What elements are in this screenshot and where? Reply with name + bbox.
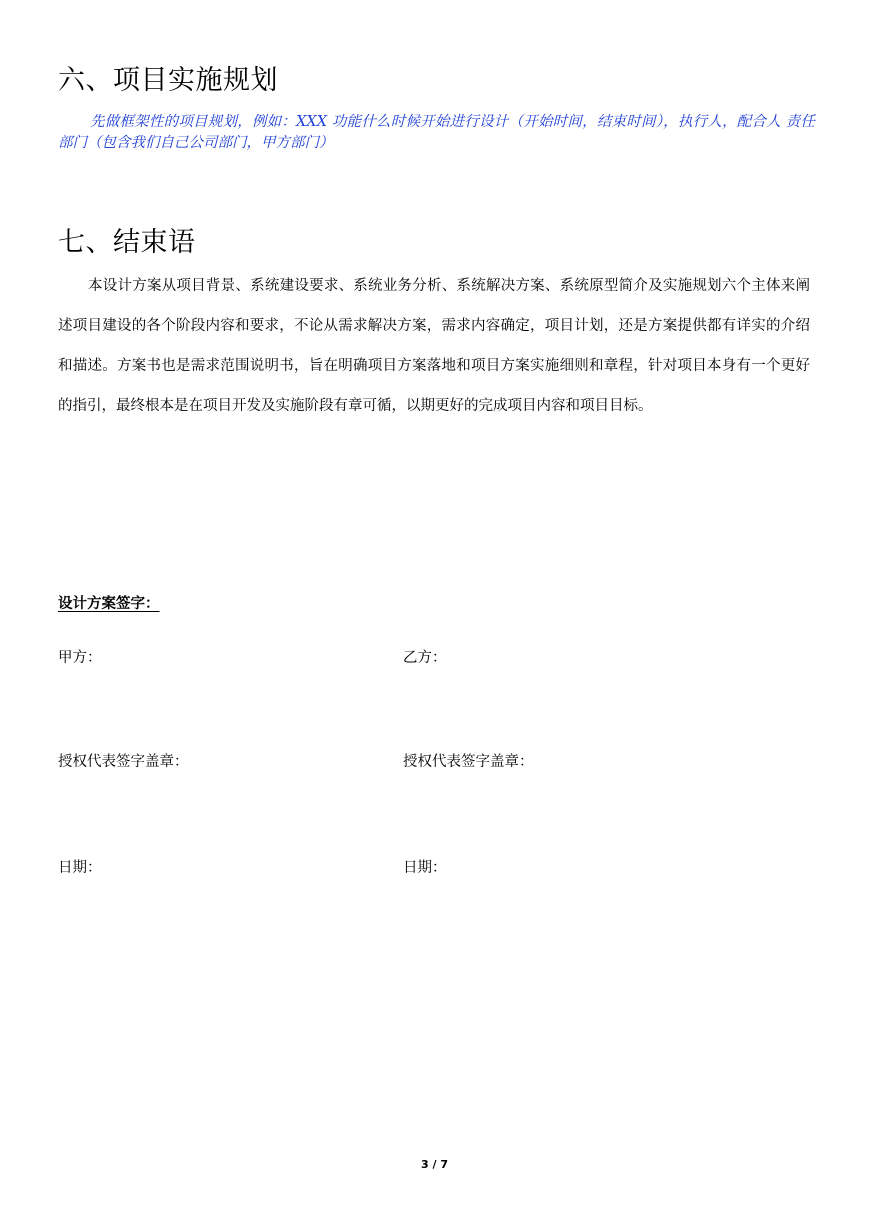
page-number: 3 / 7 bbox=[421, 1158, 448, 1171]
section-6-heading: 六、项目实施规划 bbox=[58, 65, 278, 96]
party-b-date-label: 日期： bbox=[403, 860, 447, 876]
party-a-representative-label: 授权代表签字盖章： bbox=[58, 754, 189, 770]
signature-heading: 设计方案签字： bbox=[58, 596, 160, 612]
conclusion-paragraph: 本设计方案从项目背景、系统建设要求、系统业务分析、系统解决方案、系统原型简介及实施规划六个主体来阐述项目建设的各个阶段内容和要求，不论从需求解决方案，需求内容确定，项目计划，还是方案提供都有详实的介绍和描述。方案书也是需求范围说明书，旨在明确项目方案落地和项目方案实施细则和章程，针对项目本身有一个更好的指引，最终根本是在项目开发及实施阶段有章可循，以期更好的完成项目内容和项目目标。 bbox=[58, 278, 810, 414]
party-b-representative-label: 授权代表签字盖章： bbox=[403, 754, 534, 770]
party-a-date-label: 日期： bbox=[58, 860, 102, 876]
party-b-label: 乙方： bbox=[403, 650, 447, 666]
section-7-heading: 七、结束语 bbox=[58, 227, 196, 258]
section-6-note: 先做框架性的项目规划，例如：XXX 功能什么时候开始进行设计（开始时间，结束时间），执行人，配合人 责任部门（包含我们自己公司部门，甲方部门） bbox=[58, 114, 815, 151]
party-a-label: 甲方： bbox=[58, 650, 102, 666]
